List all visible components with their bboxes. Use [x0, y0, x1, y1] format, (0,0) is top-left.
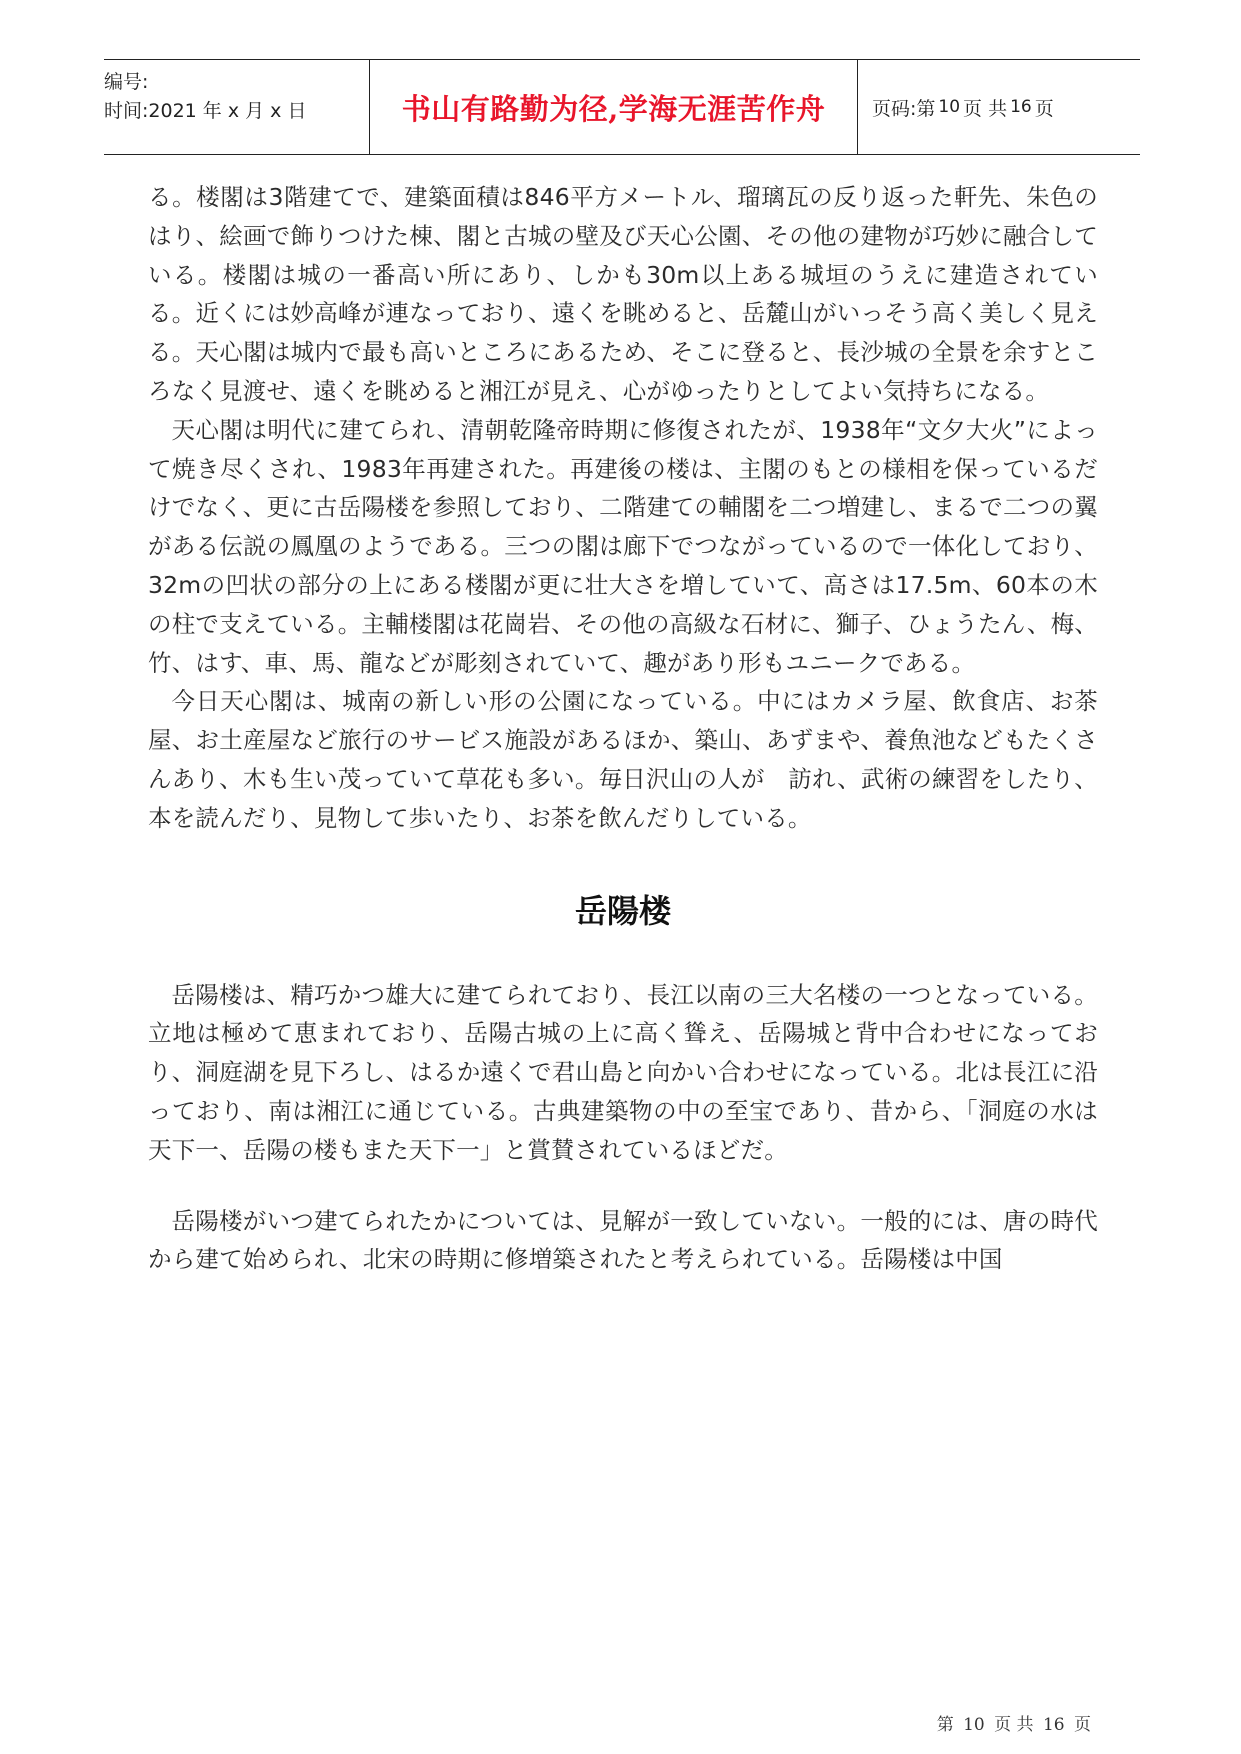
header-page-current: 10	[938, 97, 961, 117]
paragraph-yueyang-history: 岳陽楼がいつ建てられたかについては、見解が一致していない。一般的には、唐の時代から建て始められ、北宋の時期に修増築されたと考えられている。岳陽楼は中国	[148, 1206, 1098, 1274]
document-body	[148, 178, 1098, 1279]
header-page-prefix: 页码:第	[872, 97, 936, 120]
document-number-label: 编号:	[104, 71, 149, 93]
footer-page-current: 10	[963, 1715, 985, 1735]
document-time-label: 时间:2021 年 x 月 x 日	[104, 100, 307, 122]
paragraph-park: 今日天心閣は、城南の新しい形の公園になっている。中にはカメラ屋、飲食店、お茶屋、お土産屋など旅行のサービス施設があるほか、築山、あずまや、養魚池などもたくさんあり、木も生い茂っていて草花も多い。毎日沢山の人が 訪れ、武術の練習をしたり、本を読んだり、見物して歩いたり、お茶を飲んだりしている。	[148, 687, 1098, 832]
header-page-cell	[858, 60, 1140, 154]
page-footer	[935, 1710, 1093, 1735]
paragraph-continued: る。楼閣は3階建てで、建築面積は846平方メートル、瑠璃瓦の反り返った軒先、朱色のはり、絵画で飾りつけた棟、閣と古城の壁及び天心公園、その他の建物が巧妙に融合している。楼閣は城の一番高い所にあり、しかも30m以上ある城垣のうえに建造されている。近くには妙高峰が連なっており、遠くを眺めると、岳麓山がいっそう高く美しく見える。天心閣は城内で最も高いところにあるため、そこに登ると、長沙城の全景を余すところなく見渡せ、遠くを眺めると湘江が見え、心がゆったりとしてよい気持ちになる。	[148, 183, 1098, 405]
paragraph-yueyang-intro: 岳陽楼は、精巧かつ雄大に建てられており、長江以南の三大名楼の一つとなっている。立地は極めて恵まれており、岳陽古城の上に高く聳え、岳陽城と背中合わせになっており、洞庭湖を見下ろし、はるか遠くで君山島と向かい合わせになっている。北は長江に沿っており、南は湘江に通じている。古典建築物の中の至宝であり、昔から、「洞庭の水は天下一、岳陽の楼もまた天下一」と賞賛されているほどだ。	[148, 980, 1098, 1164]
footer-page-total: 16	[1042, 1715, 1065, 1735]
header-motto-cell	[369, 60, 858, 154]
section-title: 岳陽楼	[574, 891, 671, 930]
header-page-suffix: 页	[1034, 97, 1054, 120]
page-header	[104, 59, 1140, 155]
header-motto: 书山有路勤为径,学海无涯苦作舟	[401, 91, 826, 126]
footer-suffix: 页	[1074, 1715, 1091, 1735]
paragraph-history: 天心閣は明代に建てられ、清朝乾隆帝時期に修復されたが、1938年“文夕大火”によって焼き尽くされ、1983年再建された。再建後の楼は、主閣のもとの様相を保っているだけでなく、更に古岳陽楼を参照しており、二階建ての輔閣を二つ増建し、まるで二つの翼がある伝説の鳳凰のようである。三つの閣は廊下でつながっているので一体化しており、32mの凹状の部分の上にある楼閣が更に壮大さを増していて、高さは17.5m、60本の木の柱で支えている。主輔楼閣は花崗岩、その他の高級な石材に、獅子、ひょうたん、梅、竹、はす、車、馬、龍などが彫刻されていて、趣があり形もユニークである。	[148, 415, 1098, 677]
footer-prefix: 第	[936, 1715, 954, 1735]
footer-mid: 页 共	[994, 1715, 1034, 1735]
header-page-total: 16	[1010, 97, 1032, 117]
header-left-cell	[104, 60, 369, 154]
header-page-mid: 页 共	[963, 97, 1008, 120]
